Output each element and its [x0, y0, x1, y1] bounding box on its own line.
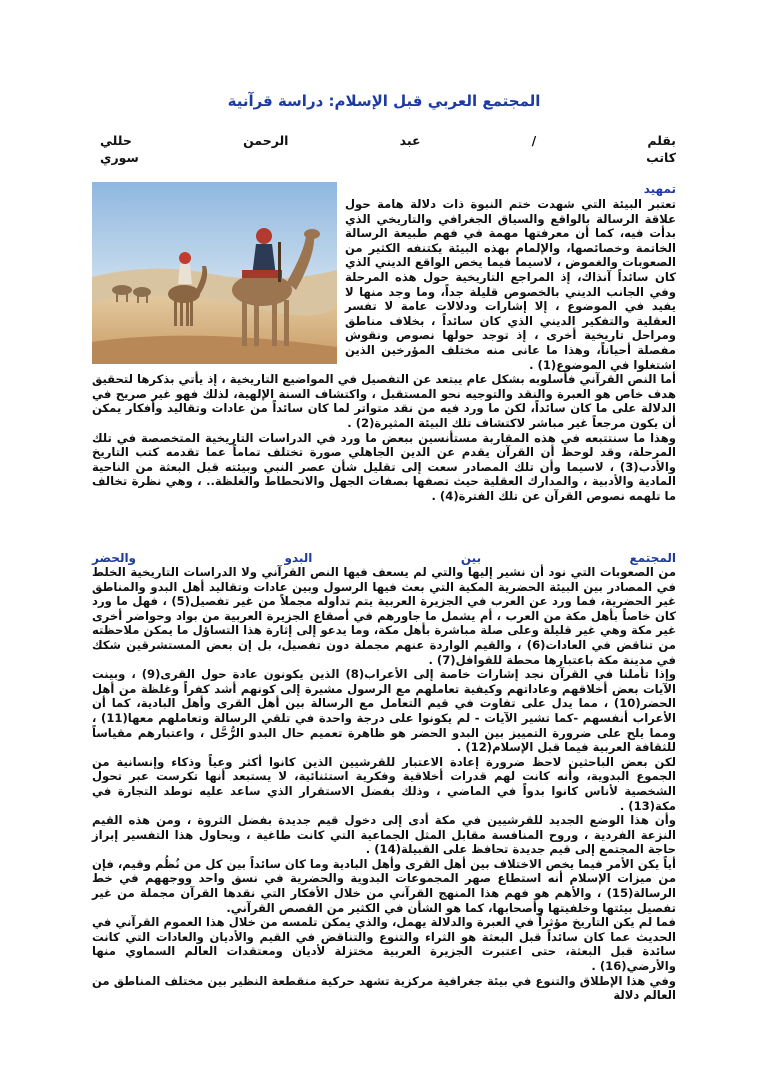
- section-society-nomads-urban: [92, 551, 676, 1003]
- camel-caravan-illustration: [92, 182, 337, 364]
- byline-row-1: [100, 132, 676, 149]
- byline-word: كاتب: [646, 150, 676, 165]
- intro-paragraph: وهذا ما سنتتبعه في هذه المقاربة مستأنسين ببعض ما ورد في الدراسات التاريخية المتخصصة في تلك المرحلة، وقد لوحظ أن القرآن يقدم عن الدين الجاهلي صورة تختلف تماماً عما تقدمه كتب التاريخ والأدب(3) ، لاسيما وأن تلك المصادر سعت إلى تقليل شأن عصر النبي وبيئته قبل البعثة من الناحية المادية والأدبية ، والمدارك العقلية حيث تصفها بصفات الجهل والانحطاط والغلظة.. ، وهي نظرة تخالف ما تلهمه نصوص القرآن عن تلك الفترة(4) .: [92, 430, 676, 503]
- byline-row-2: [100, 149, 676, 166]
- intro-heading: تمهيد: [643, 182, 676, 196]
- section-heading: [92, 551, 676, 565]
- author-byline: [100, 132, 676, 166]
- byline-word: عبد: [399, 133, 421, 148]
- heading-word: المجتمع: [629, 551, 676, 565]
- body-paragraph: من الصعوبات التي نود أن نشير إليها والتي لم يسعف فيها النص القرآني ولا الدراسات التاريخية الخلط في المصادر بين البيئة الحضرية المكية التي بعث فيها الرسول وبين عادات وتقاليد أهل البدو والمناطق غير الحضرية، فما ورد عن العرب في الجزيرة العربية يتم تداوله مجملاً من غير تفصيل(5) ، فهل ما ورد كان خاصاً بأهل مكة من العرب ، أم يشمل ما جاورهم في أصقاع الجزيرة العربية من بواد وحواضر أخرى غير مكة وهي غير قليلة وعلى صلة مباشرة بأهل مكة، وما يدعو إلى إثارة هذا التساؤل ما يمكن ملاحظته من تناقض في العادات(6) ، والقيم الواردة عنهم مجملة دون تفصيل، بل إن بعض المستشرقين شكك في مدينة مكة باعتبارها محطة للقوافل(7) .: [92, 565, 676, 667]
- body-paragraph: وفي هذا الإطلاق والتنوع في بيئة جغرافية مركزية تشهد حركية منقطعة النظير بين مختلف المناطق من العالم دلالة: [92, 973, 676, 1003]
- heading-word: بين: [460, 551, 482, 565]
- body-paragraph: أياً يكن الأمر فيما يخص الاختلاف بين أهل القرى وأهل البادية وما كان سائداً بين كل من نُظُم وقيم، فإن من ميزات الإسلام أنه استطاع صهر المجموعات البدوية والحضرية في نسق واحد ووجههم في خط الرسالة(15) ، والأهم هو فهم هذا المنهج القرآني من خلال الأفكار التي نقدها القرآن مجملة من غير تفصيل بيئتها وخلفيتها وأصحابها، كما هو الشأن في الكثير من القصص القرآني.: [92, 856, 676, 915]
- heading-word: والحضر: [92, 551, 137, 565]
- heading-word: البدو: [284, 551, 313, 565]
- body-paragraph: وأن هذا الوضع الجديد للقرشيين في مكة أدى إلى دخول قيم جديدة بفضل الثروة ، ومن هذه القيم النزعة الفردية ، وروح المنافسة مقابل المثل الجماعية التي كانت طاغية ، ويحاول هذا التفسير إبراز حاجة المجتمع إلى قيم جديدة تحافظ على القبيلة(14) .: [92, 813, 676, 857]
- intro-paragraph: تعتبر البيئة التي شهدت ختم النبوة ذات دلالة هامة حول علاقة الرسالة بالواقع والسياق الجغرافي والتاريخي الذي بدأت فيه، كما أن معرفتها مهمة في فهم طبيعة الرسالة الخاتمة وخصائصها، والإلمام بهذه البيئة يكتنفه الكثير من الصعوبات والغموض ، لاسيما فيما يخص الواقع الديني الذي كان سائداً آنذاك، إذ المراجع التاريخية حول هذه المرحلة وفي الجانب الديني بالخصوص قليلة جداً، وما وجد منها لا يفيد في الموضوع ، إلا إشارات ودلالات عامة لا تفسر العقلية والتفكير الديني الذي كان سائداً ، بخلاف مناطق ومراحل تاريخية أخرى ، إذ توجد حولها نصوص ونقوش مفصلة أحياناً، وهذا ما عانى منه مختلف المؤرخين الذين اشتغلوا في الموضوع(1) .: [345, 197, 676, 372]
- body-paragraph: فما لم يكن التاريخ مؤثراً في العبرة والدلالة يهمل، والذي يمكن تلمسه من خلال هذا العموم القرآني في الحديث عما كان سائداً قبل البعثة هو الثراء والتنوع والتناقض في القيم والأديان والعادات التي كانت سائدة قبل البعثة، حتى اعتبرت الجزيرة العربية مختزلة لأديان ومعتقدات العالم السماوي منها والأرضي(16) .: [92, 915, 676, 974]
- byline-word: بقلم: [647, 133, 676, 148]
- intro-paragraph: أما النص القرآني فأسلوبه بشكل عام يبتعد عن التفصيل في المواضيع التاريخية ، إذ يأتي بذكرها لتحقيق هدف خاص هو العبرة والنقد والتوجيه نحو المستقبل ، واكتشاف السنة الإلهية، لذلك فهو غير صريح في الدلالة على ما كان سائداً، لكن ما ورد فيه من نقد متواتر لما كان سائداً من عادات وتقاليد وأفكار يمكن أن يكون مرجعاً غير مباشر لاكتشاف تلك البيئة المثيرة(2) .: [92, 372, 676, 430]
- desert-caravan-image: [92, 182, 337, 364]
- byline-word: حللي: [100, 133, 132, 148]
- body-paragraph: لكن بعض الباحثين لاحظ ضرورة إعادة الاعتبار للقرشيين الذين كانوا أكثر وعياً وذكاء وإنسانية من الجموع البدوية، وأنه كانت لهم قدرات أخلاقية وفكرية استثنائية، لا يستبعد أنها تكرست عبر تحول الشخصية لأناس كانوا بدواً في الماضي ، وذلك بفضل الاستقرار الذي ساعد عليه توطد التجارة في مكة(13) .: [92, 754, 676, 813]
- body-paragraph: وإذا تأملنا في القرآن نجد إشارات خاصة إلى الأعراب(8) الذين يكونون عادة حول القرى(9) ، وبينت الآيات بعض أخلاقهم وعاداتهم وكيفية تعاملهم مع الرسول مشيرة إلى كونهم أشد كفراً وغلظة من أهل الحضر(10) ، مما يدل على تفاوت في قيم التعامل مع الرسالة بين أهل القرى وأهل البادية، كما أن الأعراب أنفسهم -كما تشير الآيات - لم يكونوا على درجة واحدة في تلقي الرسالة وتعاملهم معها(11) ، ومما يلح على ضرورة التمييز بين البدو الحضر هو ظاهرة تعميم حال البدو الرُّحَّل ، واعتبارهم مقياساً للثقافة العربية فيما قبل الإسلام(12) .: [92, 667, 676, 755]
- byline-word: الرحمن: [243, 133, 289, 148]
- byline-word: سوري: [100, 150, 139, 165]
- intro-section: [92, 182, 676, 503]
- byline-word: /: [531, 133, 537, 148]
- document-title: المجتمع العربي قبل الإسلام: دراسة قرآنية: [227, 92, 541, 110]
